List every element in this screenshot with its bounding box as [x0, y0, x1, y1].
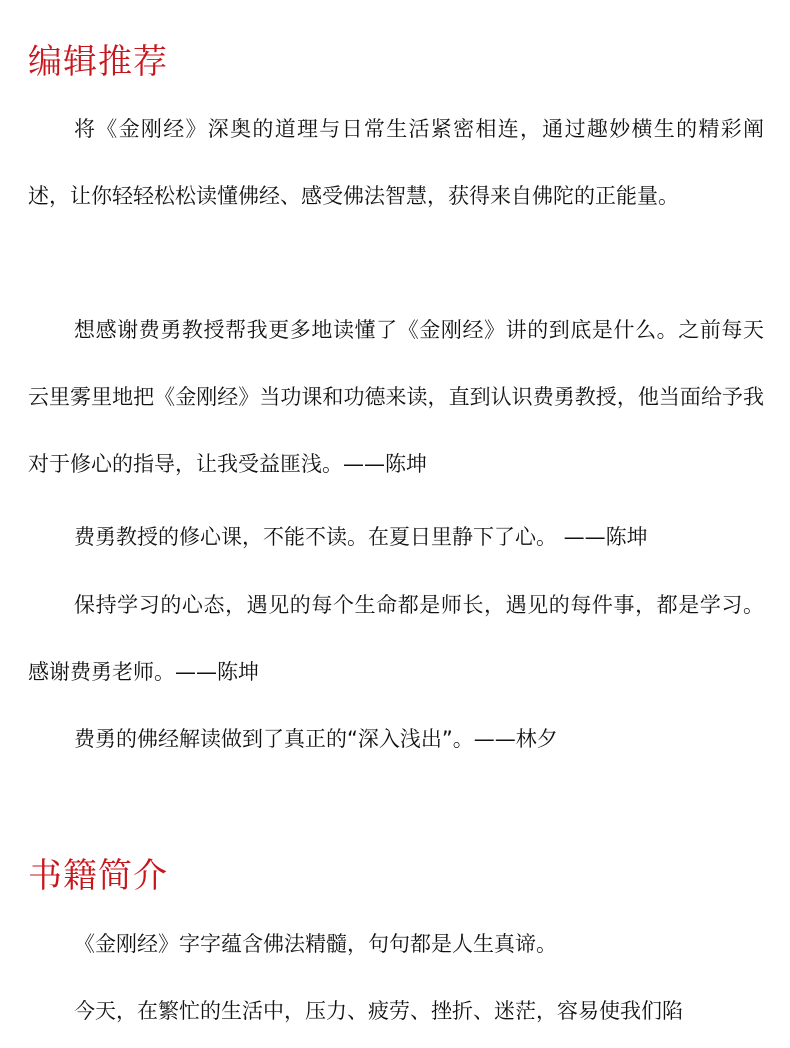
paragraph-quote-chen-kun-2: 费勇教授的修心课，不能不读。在夏日里静下了心。 ——陈坤	[74, 525, 648, 549]
paragraph-book-intro-2: 今天，在繁忙的生活中，压力、疲劳、挫折、迷茫，容易使我们陷	[74, 999, 683, 1023]
section-title-book-introduction: 书籍简介	[28, 856, 168, 896]
paragraph-quote-chen-kun-3: 保持学习的心态，遇见的每个生命都是师长，遇见的每件事，都是学习。感谢费勇老师。——陈坤	[28, 593, 764, 684]
paragraph-intro: 将《金刚经》深奥的道理与日常生活紧密相连，通过趣妙横生的精彩阐述，让你轻轻松松读懂佛经、感受佛法智慧，获得来自佛陀的正能量。	[28, 117, 764, 208]
paragraph-book-intro-1: 《金刚经》字字蕴含佛法精髓，句句都是人生真谛。	[74, 932, 557, 956]
paragraph-quote-chen-kun-1: 想感谢费勇教授帮我更多地读懂了《金刚经》讲的到底是什么。之前每天云里雾里地把《金刚经》当功课和功德来读，直到认识费勇教授，他当面给予我对于修心的指导，让我受益匪浅。——陈坤	[28, 318, 764, 476]
paragraph-quote-lin-xi: 费勇的佛经解读做到了真正的“深入浅出”。——林夕	[74, 727, 558, 751]
section-title-editor-recommendation: 编辑推荐	[28, 42, 168, 82]
